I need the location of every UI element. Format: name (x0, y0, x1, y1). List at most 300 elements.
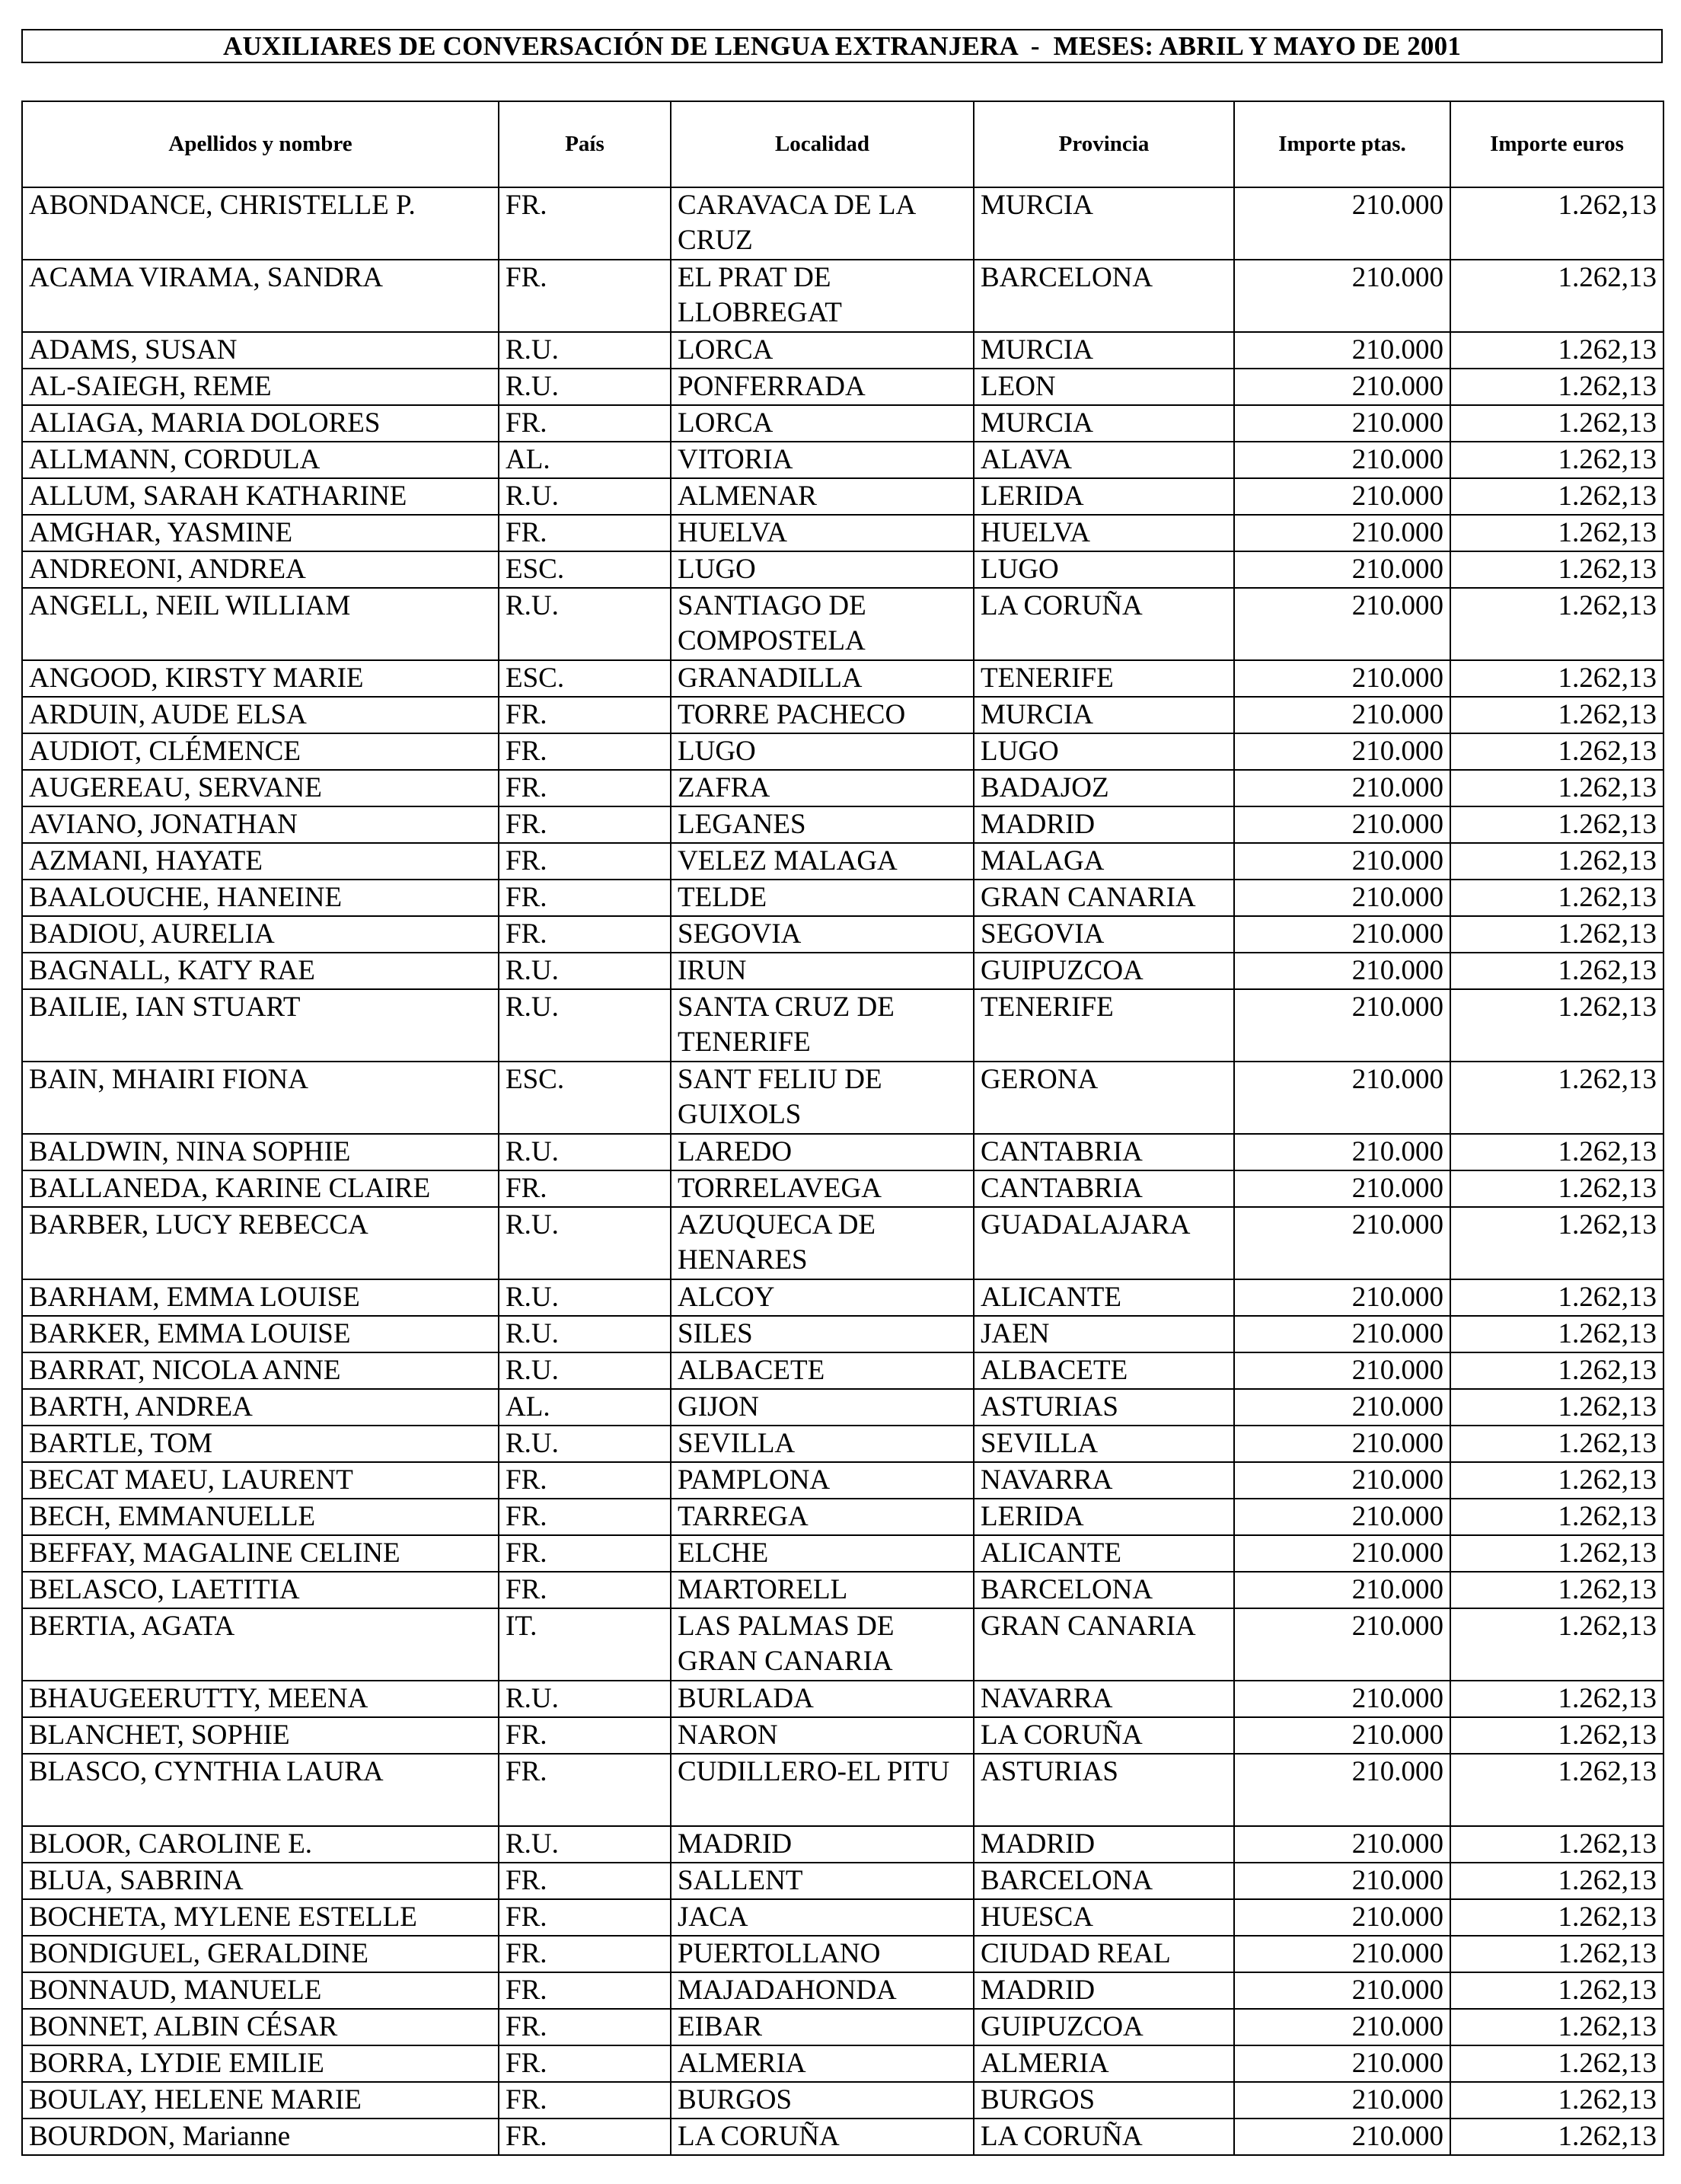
cell-locality: AZUQUECA DE HENARES (671, 1207, 974, 1279)
cell-province: BADAJOZ (974, 770, 1234, 806)
cell-province: CANTABRIA (974, 1170, 1234, 1207)
cell-amount-euros: 1.262,13 (1450, 770, 1663, 806)
cell-province: CIUDAD REAL (974, 1936, 1234, 1972)
cell-locality: TELDE (671, 880, 974, 916)
cell-name: BEFFAY, MAGALINE CELINE (22, 1535, 499, 1572)
cell-amount-euros: 1.262,13 (1450, 1936, 1663, 1972)
cell-locality: GIJON (671, 1389, 974, 1426)
cell-country: ESC. (499, 551, 671, 588)
cell-province: ALBACETE (974, 1352, 1234, 1389)
cell-amount-ptas: 210.000 (1234, 2045, 1450, 2082)
cell-country: FR. (499, 697, 671, 733)
cell-name: BADIOU, AURELIA (22, 916, 499, 953)
cell-amount-ptas: 210.000 (1234, 1134, 1450, 1170)
cell-amount-euros: 1.262,13 (1450, 1608, 1663, 1681)
cell-amount-ptas: 210.000 (1234, 1207, 1450, 1279)
cell-amount-ptas: 210.000 (1234, 880, 1450, 916)
cell-amount-ptas: 210.000 (1234, 1426, 1450, 1462)
cell-name: BOULAY, HELENE MARIE (22, 2082, 499, 2119)
cell-locality: ALMERIA (671, 2045, 974, 2082)
table-row (22, 1207, 1663, 1279)
cell-locality: SANTA CRUZ DE TENERIFE (671, 989, 974, 1062)
cell-name: BAIN, MHAIRI FIONA (22, 1062, 499, 1134)
cell-name: BLUA, SABRINA (22, 1863, 499, 1899)
table-row (22, 478, 1663, 515)
table-row (22, 843, 1663, 880)
cell-name: BELASCO, LAETITIA (22, 1572, 499, 1608)
cell-locality: TARREGA (671, 1499, 974, 1535)
cell-name: AVIANO, JONATHAN (22, 806, 499, 843)
cell-amount-ptas: 210.000 (1234, 1681, 1450, 1717)
payments-table (21, 101, 1664, 2156)
cell-amount-euros: 1.262,13 (1450, 515, 1663, 551)
cell-amount-ptas: 210.000 (1234, 1062, 1450, 1134)
table-row (22, 2082, 1663, 2119)
table-row (22, 1681, 1663, 1717)
table-row (22, 660, 1663, 697)
cell-country: FR. (499, 2045, 671, 2082)
cell-province: LA CORUÑA (974, 588, 1234, 660)
cell-amount-ptas: 210.000 (1234, 1826, 1450, 1863)
cell-country: R.U. (499, 1134, 671, 1170)
cell-amount-euros: 1.262,13 (1450, 551, 1663, 588)
cell-name: BERTIA, AGATA (22, 1608, 499, 1681)
cell-province: LUGO (974, 733, 1234, 770)
cell-amount-ptas: 210.000 (1234, 1972, 1450, 2009)
cell-province: TENERIFE (974, 989, 1234, 1062)
cell-country: R.U. (499, 989, 671, 1062)
cell-locality: SEGOVIA (671, 916, 974, 953)
cell-amount-ptas: 210.000 (1234, 1717, 1450, 1754)
cell-amount-ptas: 210.000 (1234, 843, 1450, 880)
table-row (22, 1170, 1663, 1207)
cell-amount-euros: 1.262,13 (1450, 1499, 1663, 1535)
header-importe-ptas: Importe ptas. (1234, 101, 1450, 187)
cell-locality: LEGANES (671, 806, 974, 843)
cell-amount-euros: 1.262,13 (1450, 369, 1663, 405)
document-title-box (21, 29, 1663, 63)
cell-locality: EIBAR (671, 2009, 974, 2045)
cell-name: AZMANI, HAYATE (22, 843, 499, 880)
cell-province: TENERIFE (974, 660, 1234, 697)
cell-locality: TORRELAVEGA (671, 1170, 974, 1207)
cell-amount-ptas: 210.000 (1234, 405, 1450, 442)
table-row (22, 1316, 1663, 1352)
cell-name: BAALOUCHE, HANEINE (22, 880, 499, 916)
cell-name: BARRAT, NICOLA ANNE (22, 1352, 499, 1389)
cell-country: FR. (499, 1754, 671, 1826)
cell-country: R.U. (499, 588, 671, 660)
table-row (22, 551, 1663, 588)
cell-locality: LA CORUÑA (671, 2119, 974, 2155)
table-row (22, 260, 1663, 332)
cell-amount-ptas: 210.000 (1234, 1608, 1450, 1681)
cell-province: MADRID (974, 1826, 1234, 1863)
cell-country: R.U. (499, 1681, 671, 1717)
cell-province: BARCELONA (974, 1863, 1234, 1899)
cell-country: R.U. (499, 1426, 671, 1462)
cell-name: BLANCHET, SOPHIE (22, 1717, 499, 1754)
cell-amount-ptas: 210.000 (1234, 770, 1450, 806)
cell-amount-euros: 1.262,13 (1450, 2082, 1663, 2119)
cell-name: BARTLE, TOM (22, 1426, 499, 1462)
cell-amount-euros: 1.262,13 (1450, 1572, 1663, 1608)
cell-amount-ptas: 210.000 (1234, 1170, 1450, 1207)
header-localidad: Localidad (671, 101, 974, 187)
cell-locality: VITORIA (671, 442, 974, 478)
cell-locality: ALBACETE (671, 1352, 974, 1389)
cell-province: GUIPUZCOA (974, 2009, 1234, 2045)
cell-amount-euros: 1.262,13 (1450, 1389, 1663, 1426)
cell-locality: VELEZ MALAGA (671, 843, 974, 880)
table-row (22, 1826, 1663, 1863)
table-row (22, 1462, 1663, 1499)
cell-name: BAGNALL, KATY RAE (22, 953, 499, 989)
cell-amount-euros: 1.262,13 (1450, 260, 1663, 332)
cell-name: BALLANEDA, KARINE CLAIRE (22, 1170, 499, 1207)
cell-amount-euros: 1.262,13 (1450, 733, 1663, 770)
cell-amount-ptas: 210.000 (1234, 551, 1450, 588)
cell-name: AMGHAR, YASMINE (22, 515, 499, 551)
cell-country: AL. (499, 1389, 671, 1426)
cell-locality: BURLADA (671, 1681, 974, 1717)
cell-province: SEGOVIA (974, 916, 1234, 953)
cell-amount-euros: 1.262,13 (1450, 2045, 1663, 2082)
table-row (22, 1062, 1663, 1134)
cell-name: ALLUM, SARAH KATHARINE (22, 478, 499, 515)
table-row (22, 369, 1663, 405)
cell-locality: GRANADILLA (671, 660, 974, 697)
cell-locality: PONFERRADA (671, 369, 974, 405)
cell-amount-euros: 1.262,13 (1450, 1681, 1663, 1717)
cell-province: MALAGA (974, 843, 1234, 880)
table-row (22, 1608, 1663, 1681)
cell-amount-ptas: 210.000 (1234, 1352, 1450, 1389)
cell-locality: EL PRAT DE LLOBREGAT (671, 260, 974, 332)
cell-name: ALIAGA, MARIA DOLORES (22, 405, 499, 442)
header-apellidos: Apellidos y nombre (22, 101, 499, 187)
cell-country: FR. (499, 1863, 671, 1899)
cell-amount-ptas: 210.000 (1234, 478, 1450, 515)
cell-country: FR. (499, 1972, 671, 2009)
cell-locality: PUERTOLLANO (671, 1936, 974, 1972)
cell-country: R.U. (499, 1352, 671, 1389)
cell-name: ANGELL, NEIL WILLIAM (22, 588, 499, 660)
table-header-row (22, 101, 1663, 187)
cell-amount-euros: 1.262,13 (1450, 187, 1663, 260)
cell-amount-ptas: 210.000 (1234, 2119, 1450, 2155)
table-row (22, 916, 1663, 953)
cell-amount-ptas: 210.000 (1234, 260, 1450, 332)
table-row (22, 806, 1663, 843)
cell-name: BARBER, LUCY REBECCA (22, 1207, 499, 1279)
cell-locality: ALCOY (671, 1279, 974, 1316)
cell-amount-euros: 1.262,13 (1450, 1462, 1663, 1499)
cell-country: FR. (499, 1899, 671, 1936)
cell-province: ALICANTE (974, 1535, 1234, 1572)
table-row (22, 2009, 1663, 2045)
cell-province: GRAN CANARIA (974, 880, 1234, 916)
table-row (22, 1936, 1663, 1972)
cell-province: BURGOS (974, 2082, 1234, 2119)
cell-name: BONNAUD, MANUELE (22, 1972, 499, 2009)
cell-amount-euros: 1.262,13 (1450, 806, 1663, 843)
cell-locality: MARTORELL (671, 1572, 974, 1608)
cell-country: FR. (499, 2119, 671, 2155)
cell-name: AL-SAIEGH, REME (22, 369, 499, 405)
cell-province: LA CORUÑA (974, 2119, 1234, 2155)
header-provincia: Provincia (974, 101, 1234, 187)
cell-province: LUGO (974, 551, 1234, 588)
cell-province: MURCIA (974, 332, 1234, 369)
cell-country: FR. (499, 2009, 671, 2045)
cell-locality: SANTIAGO DE COMPOSTELA (671, 588, 974, 660)
cell-country: FR. (499, 1936, 671, 1972)
cell-amount-euros: 1.262,13 (1450, 1863, 1663, 1899)
cell-province: MURCIA (974, 187, 1234, 260)
cell-amount-ptas: 210.000 (1234, 697, 1450, 733)
table-row (22, 2119, 1663, 2155)
cell-province: ALICANTE (974, 1279, 1234, 1316)
cell-amount-ptas: 210.000 (1234, 2009, 1450, 2045)
cell-country: R.U. (499, 369, 671, 405)
cell-amount-ptas: 210.000 (1234, 916, 1450, 953)
table-row (22, 2045, 1663, 2082)
table-row (22, 1352, 1663, 1389)
cell-country: ESC. (499, 1062, 671, 1134)
cell-name: BLOOR, CAROLINE E. (22, 1826, 499, 1863)
cell-province: GUIPUZCOA (974, 953, 1234, 989)
cell-country: FR. (499, 843, 671, 880)
table-row (22, 989, 1663, 1062)
cell-name: BALDWIN, NINA SOPHIE (22, 1134, 499, 1170)
table-row (22, 1535, 1663, 1572)
cell-country: FR. (499, 2082, 671, 2119)
cell-amount-euros: 1.262,13 (1450, 1207, 1663, 1279)
cell-amount-euros: 1.262,13 (1450, 1899, 1663, 1936)
cell-amount-euros: 1.262,13 (1450, 442, 1663, 478)
cell-amount-euros: 1.262,13 (1450, 1535, 1663, 1572)
cell-locality: JACA (671, 1899, 974, 1936)
cell-country: R.U. (499, 478, 671, 515)
cell-province: MADRID (974, 806, 1234, 843)
cell-amount-euros: 1.262,13 (1450, 332, 1663, 369)
table-row (22, 880, 1663, 916)
cell-locality: BURGOS (671, 2082, 974, 2119)
cell-name: BARHAM, EMMA LOUISE (22, 1279, 499, 1316)
table-row (22, 733, 1663, 770)
cell-amount-euros: 1.262,13 (1450, 1279, 1663, 1316)
cell-country: FR. (499, 1499, 671, 1535)
table-row (22, 1717, 1663, 1754)
cell-amount-ptas: 210.000 (1234, 989, 1450, 1062)
cell-province: ASTURIAS (974, 1754, 1234, 1826)
table-row (22, 697, 1663, 733)
cell-name: BARTH, ANDREA (22, 1389, 499, 1426)
cell-amount-ptas: 210.000 (1234, 1572, 1450, 1608)
cell-name: BECAT MAEU, LAURENT (22, 1462, 499, 1499)
table-body (22, 187, 1663, 2155)
cell-locality: SALLENT (671, 1863, 974, 1899)
cell-amount-euros: 1.262,13 (1450, 1062, 1663, 1134)
cell-name: BLASCO, CYNTHIA LAURA (22, 1754, 499, 1826)
cell-province: MADRID (974, 1972, 1234, 2009)
cell-amount-euros: 1.262,13 (1450, 880, 1663, 916)
cell-country: FR. (499, 1535, 671, 1572)
cell-province: MURCIA (974, 405, 1234, 442)
table-row (22, 588, 1663, 660)
cell-province: NAVARRA (974, 1681, 1234, 1717)
cell-amount-euros: 1.262,13 (1450, 1316, 1663, 1352)
table-row (22, 1389, 1663, 1426)
table-row (22, 187, 1663, 260)
cell-amount-ptas: 210.000 (1234, 187, 1450, 260)
cell-amount-euros: 1.262,13 (1450, 1826, 1663, 1863)
table-row (22, 405, 1663, 442)
cell-locality: SEVILLA (671, 1426, 974, 1462)
cell-name: ANDREONI, ANDREA (22, 551, 499, 588)
cell-province: HUELVA (974, 515, 1234, 551)
table-row (22, 1134, 1663, 1170)
cell-locality: NARON (671, 1717, 974, 1754)
cell-province: ALMERIA (974, 2045, 1234, 2082)
cell-amount-ptas: 210.000 (1234, 1389, 1450, 1426)
cell-name: BORRA, LYDIE EMILIE (22, 2045, 499, 2082)
cell-locality: MAJADAHONDA (671, 1972, 974, 2009)
cell-province: ASTURIAS (974, 1389, 1234, 1426)
cell-name: ARDUIN, AUDE ELSA (22, 697, 499, 733)
cell-amount-ptas: 210.000 (1234, 332, 1450, 369)
cell-amount-euros: 1.262,13 (1450, 478, 1663, 515)
cell-name: BOURDON, Marianne (22, 2119, 499, 2155)
cell-province: SEVILLA (974, 1426, 1234, 1462)
cell-amount-ptas: 210.000 (1234, 806, 1450, 843)
cell-amount-ptas: 210.000 (1234, 442, 1450, 478)
cell-locality: HUELVA (671, 515, 974, 551)
cell-name: BONDIGUEL, GERALDINE (22, 1936, 499, 1972)
cell-amount-euros: 1.262,13 (1450, 1134, 1663, 1170)
table-row (22, 953, 1663, 989)
cell-country: FR. (499, 515, 671, 551)
cell-amount-euros: 1.262,13 (1450, 1717, 1663, 1754)
cell-country: FR. (499, 806, 671, 843)
cell-amount-euros: 1.262,13 (1450, 405, 1663, 442)
cell-name: ABONDANCE, CHRISTELLE P. (22, 187, 499, 260)
cell-country: FR. (499, 880, 671, 916)
cell-country: FR. (499, 187, 671, 260)
cell-locality: CARAVACA DE LA CRUZ (671, 187, 974, 260)
cell-amount-ptas: 210.000 (1234, 2082, 1450, 2119)
cell-country: R.U. (499, 1316, 671, 1352)
cell-amount-euros: 1.262,13 (1450, 660, 1663, 697)
cell-country: AL. (499, 442, 671, 478)
cell-amount-ptas: 210.000 (1234, 1316, 1450, 1352)
cell-amount-euros: 1.262,13 (1450, 2009, 1663, 2045)
cell-locality: IRUN (671, 953, 974, 989)
cell-province: HUESCA (974, 1899, 1234, 1936)
cell-province: LERIDA (974, 478, 1234, 515)
cell-province: MURCIA (974, 697, 1234, 733)
cell-locality: ZAFRA (671, 770, 974, 806)
cell-amount-euros: 1.262,13 (1450, 843, 1663, 880)
cell-name: AUDIOT, CLÉMENCE (22, 733, 499, 770)
cell-locality: PAMPLONA (671, 1462, 974, 1499)
header-importe-euros: Importe euros (1450, 101, 1663, 187)
cell-amount-ptas: 210.000 (1234, 1936, 1450, 1972)
cell-province: BARCELONA (974, 1572, 1234, 1608)
cell-amount-euros: 1.262,13 (1450, 697, 1663, 733)
cell-amount-euros: 1.262,13 (1450, 989, 1663, 1062)
header-pais: País (499, 101, 671, 187)
cell-country: FR. (499, 1462, 671, 1499)
cell-amount-ptas: 210.000 (1234, 953, 1450, 989)
cell-name: BONNET, ALBIN CÉSAR (22, 2009, 499, 2045)
cell-country: R.U. (499, 1279, 671, 1316)
cell-country: FR. (499, 770, 671, 806)
cell-country: FR. (499, 1717, 671, 1754)
cell-province: NAVARRA (974, 1462, 1234, 1499)
cell-amount-euros: 1.262,13 (1450, 588, 1663, 660)
cell-name: BAILIE, IAN STUART (22, 989, 499, 1062)
cell-country: FR. (499, 916, 671, 953)
cell-name: BHAUGEERUTTY, MEENA (22, 1681, 499, 1717)
table-row (22, 770, 1663, 806)
cell-amount-euros: 1.262,13 (1450, 1972, 1663, 2009)
cell-amount-ptas: 210.000 (1234, 1899, 1450, 1936)
cell-country: R.U. (499, 1826, 671, 1863)
cell-province: GRAN CANARIA (974, 1608, 1234, 1681)
table-row (22, 1899, 1663, 1936)
cell-amount-ptas: 210.000 (1234, 1535, 1450, 1572)
cell-name: AUGEREAU, SERVANE (22, 770, 499, 806)
table-row (22, 1279, 1663, 1316)
cell-amount-euros: 1.262,13 (1450, 1426, 1663, 1462)
table-row (22, 1972, 1663, 2009)
cell-locality: SILES (671, 1316, 974, 1352)
cell-amount-ptas: 210.000 (1234, 733, 1450, 770)
cell-amount-ptas: 210.000 (1234, 588, 1450, 660)
cell-locality: ALMENAR (671, 478, 974, 515)
cell-amount-ptas: 210.000 (1234, 1462, 1450, 1499)
table-row (22, 332, 1663, 369)
cell-province: LERIDA (974, 1499, 1234, 1535)
cell-amount-ptas: 210.000 (1234, 369, 1450, 405)
cell-amount-euros: 1.262,13 (1450, 916, 1663, 953)
cell-province: LA CORUÑA (974, 1717, 1234, 1754)
cell-province: CANTABRIA (974, 1134, 1234, 1170)
cell-amount-ptas: 210.000 (1234, 1279, 1450, 1316)
cell-name: ALLMANN, CORDULA (22, 442, 499, 478)
cell-amount-ptas: 210.000 (1234, 515, 1450, 551)
cell-country: FR. (499, 1572, 671, 1608)
table-row (22, 1426, 1663, 1462)
cell-amount-ptas: 210.000 (1234, 660, 1450, 697)
cell-amount-euros: 1.262,13 (1450, 1352, 1663, 1389)
cell-province: GERONA (974, 1062, 1234, 1134)
cell-country: R.U. (499, 1207, 671, 1279)
cell-name: ACAMA VIRAMA, SANDRA (22, 260, 499, 332)
cell-locality: LAREDO (671, 1134, 974, 1170)
cell-amount-ptas: 210.000 (1234, 1754, 1450, 1826)
cell-locality: MADRID (671, 1826, 974, 1863)
cell-locality: LORCA (671, 332, 974, 369)
cell-province: LEON (974, 369, 1234, 405)
cell-country: FR. (499, 733, 671, 770)
table-row (22, 1572, 1663, 1608)
cell-name: ADAMS, SUSAN (22, 332, 499, 369)
cell-country: FR. (499, 405, 671, 442)
table-row (22, 1499, 1663, 1535)
